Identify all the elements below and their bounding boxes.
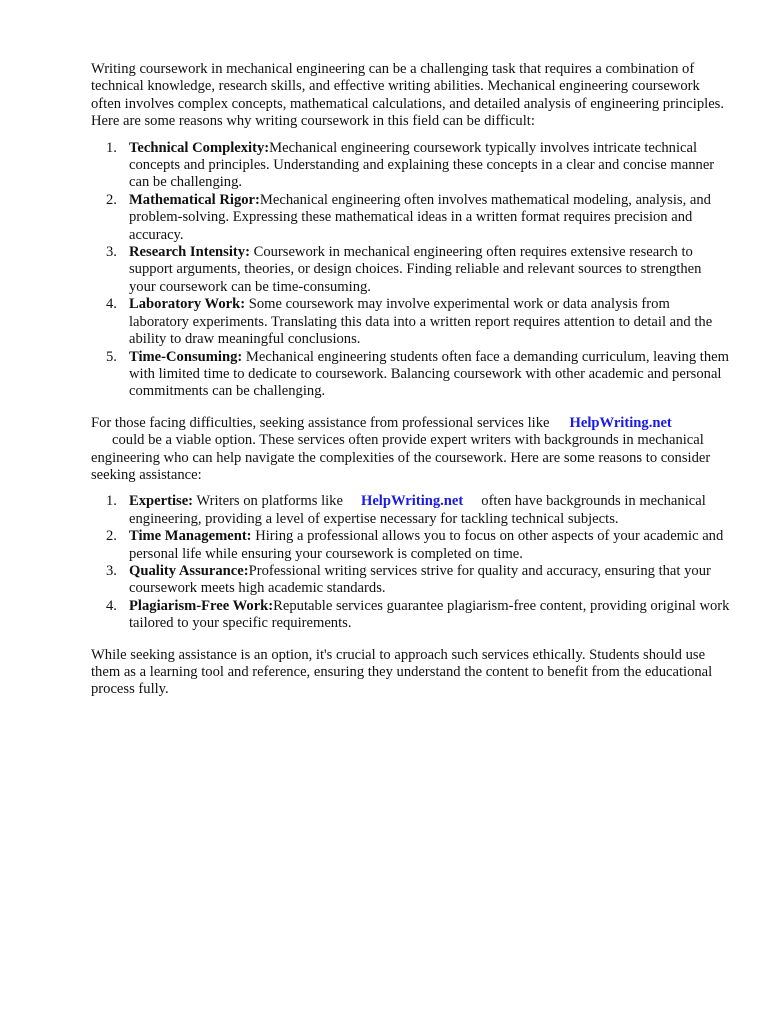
list-text: Mechanical engineering often involves mathematical modeling, analysis, and problem-solving. Expressing these mathematical ideas in a written format requires precision and accuracy. — [129, 191, 711, 243]
list-item — [106, 597, 731, 633]
reasons-list — [91, 140, 731, 401]
assistance-text-before: For those facing difficulties, seeking assistance from professional services like — [91, 414, 550, 431]
list-item — [106, 244, 731, 296]
list-text: Hiring a professional allows you to focus on other aspects of your academic and personal life while ensuring your coursework is completed on time. — [129, 528, 724, 562]
list-term: Research Intensity: — [129, 244, 250, 261]
list-item — [106, 493, 731, 528]
list-text: Coursework in mechanical engineering often requires extensive research to support arguments, theories, or design choices. Finding reliable and relevant sources to strengthen your coursework can be time-consuming. — [129, 244, 702, 295]
document-page — [91, 61, 731, 699]
list-text: Writers on platforms like — [193, 493, 343, 510]
list-text: Reputable services guarantee plagiarism-free content, providing original work tailored to your specific requirements. — [129, 597, 730, 632]
list-text: Some coursework may involve experimental work or data analysis from laboratory experiments. Translating this data into a written report requires attention to detail and the ability to draw meaningful conclusions. — [129, 296, 713, 348]
list-term: Time-Consuming: — [129, 348, 243, 365]
helpwriting-link[interactable]: HelpWriting.net — [569, 414, 672, 431]
list-item — [106, 528, 731, 563]
list-number: 4. — [106, 597, 117, 614]
list-item — [106, 191, 731, 244]
list-text: Professional writing services strive for quality and accuracy, ensuring that your coursework meets high academic standards. — [129, 562, 711, 597]
list-number: 1. — [106, 139, 117, 156]
list-term: Technical Complexity: — [129, 139, 270, 156]
list-text: often have backgrounds in mechanical engineering, providing a level of expertise necessary for tackling technical subjects. — [129, 493, 706, 527]
list-number: 3. — [106, 562, 117, 579]
list-number: 1. — [106, 493, 117, 510]
list-number: 4. — [106, 296, 117, 313]
list-number: 3. — [106, 244, 117, 261]
list-item — [106, 139, 731, 192]
list-item — [106, 296, 731, 348]
list-term: Mathematical Rigor: — [129, 191, 260, 208]
list-term: Laboratory Work: — [129, 296, 246, 313]
list-text: Mechanical engineering coursework typically involves intricate technical concepts and principles. Understanding and explaining these concepts in a clear and concise manner can be challenging. — [129, 139, 715, 191]
assistance-text-after: could be a viable option. These services often provide expert writers with backgrounds in mechanical engineering who can help navigate the complexities of the coursework. Here are some reasons to consider seeking assistance: — [91, 432, 711, 483]
list-text: Mechanical engineering students often face a demanding curriculum, leaving them with limited time to dedicate to coursework. Balancing coursework with other academic and personal commitments can be challenging. — [129, 348, 729, 400]
list-item — [106, 562, 731, 598]
list-term: Time Management: — [129, 528, 252, 545]
list-term: Quality Assurance: — [129, 562, 249, 579]
closing-paragraph: While seeking assistance is an option, it's crucial to approach such services ethically. Students should use them as a learning tool and reference, ensuring they understand the content to benefit from the educational process fully. — [91, 646, 713, 698]
intro-paragraph: Writing coursework in mechanical engineering can be a challenging task that requires a combination of technical knowledge, research skills, and effective writing abilities. Mechanical engineering coursework often involves complex concepts, mathematical calculations, and detailed analysis of engineering principles. Here are some reasons why writing coursework in this field can be difficult: — [91, 61, 724, 130]
list-number: 5. — [106, 348, 117, 365]
helpwriting-link[interactable]: HelpWriting.net — [360, 493, 464, 510]
benefits-list — [91, 493, 731, 632]
list-number: 2. — [106, 528, 117, 545]
list-term: Plagiarism-Free Work: — [129, 597, 274, 614]
list-term: Expertise: — [129, 493, 194, 510]
list-number: 2. — [106, 191, 117, 208]
assistance-paragraph — [91, 415, 731, 485]
list-item — [106, 348, 731, 401]
